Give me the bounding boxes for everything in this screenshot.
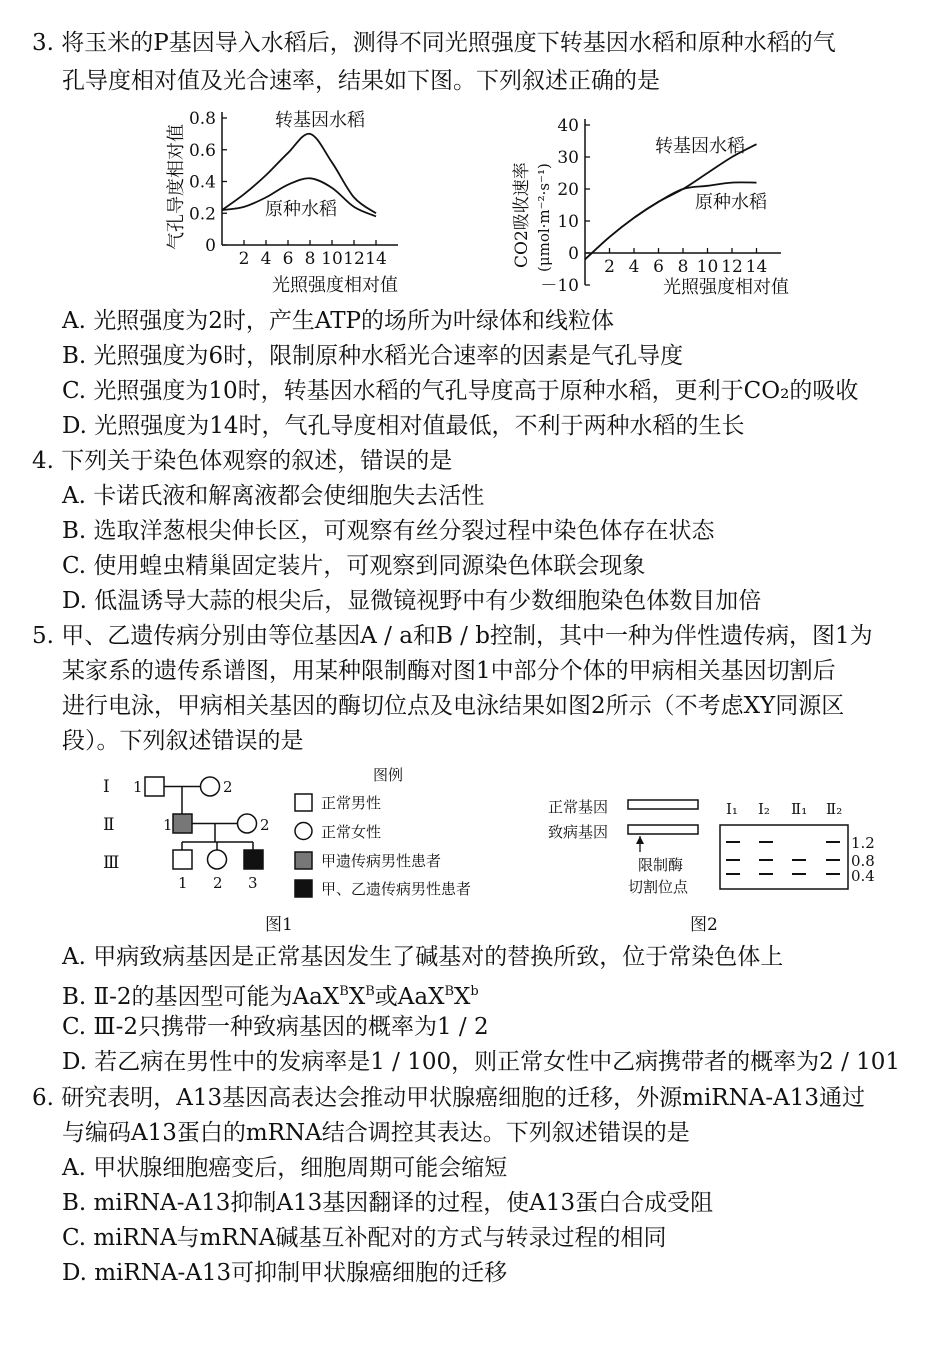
x-axis-title: 光照强度相对值 xyxy=(272,275,398,296)
y-tick-label: 0.6 xyxy=(188,140,216,161)
disease-gene-bar xyxy=(628,825,698,834)
size-1.2: 1.2 xyxy=(851,834,875,852)
pedigree-III3-both-affected-male xyxy=(244,850,263,869)
legend-title: 图例 xyxy=(373,766,404,784)
q5-option-c: C. Ⅲ-2只携带一种致病基因的概率为1 / 2 xyxy=(62,1014,489,1040)
y-axis-title: 气孔导度相对值 xyxy=(166,124,187,250)
pedigree-I2-normal-female xyxy=(201,777,220,796)
x-tick-label: 4 xyxy=(260,249,272,269)
x-tick-label: 8 xyxy=(304,249,316,269)
fig1-caption: 图1 xyxy=(265,915,293,935)
gen-label-III: Ⅲ xyxy=(103,853,120,873)
series-label-original: 原种水稻 xyxy=(265,199,337,220)
x-tick-label: 4 xyxy=(628,257,640,277)
x-tick-label: 6 xyxy=(282,249,294,269)
q6-stem-line1: 6. 研究表明，A13基因高表达会推动甲状腺癌细胞的迁移，外源miRNA-A13通过 xyxy=(32,1085,865,1111)
size-0.4: 0.4 xyxy=(851,867,875,885)
legend-normal-male-symbol xyxy=(295,794,312,811)
x-tick-label: 12 xyxy=(343,249,365,269)
q5-option-d: D. 若乙病在男性中的发病率是1 / 100，则正常女性中乙病携带者的概率为2 / 101 xyxy=(62,1049,901,1075)
q3-option-a: A. 光照强度为2时，产生ATP的场所为叶绿体和线粒体 xyxy=(62,308,615,334)
legend-normal-female-symbol xyxy=(295,823,312,840)
q4-option-d: D. 低温诱导大蒜的根尖后，显微镜视野中有少数细胞染色体数目加倍 xyxy=(62,588,762,614)
q6-option-c: C. miRNA与mRNA碱基互补配对的方式与转录过程的相同 xyxy=(62,1225,667,1251)
cut-site-label-1: 限制酶 xyxy=(638,856,684,874)
pedigree-I1-normal-male xyxy=(145,777,164,796)
q3-option-d: D. 光照强度为14时，气孔导度相对值最低，不利于两种水稻的生长 xyxy=(62,413,745,439)
q3-option-c: C. 光照强度为10时，转基因水稻的气孔导度高于原种水稻，更利于CO₂的吸收 xyxy=(62,378,859,404)
y-tick-label: 0 xyxy=(205,236,216,256)
label-normal-gene: 正常基因 xyxy=(548,798,609,816)
lane-label-II2: Ⅱ₂ xyxy=(826,800,843,818)
size-0.8: 0.8 xyxy=(851,852,875,870)
num-II1: 1 xyxy=(163,816,173,834)
series-label-transgenic: 转基因水稻 xyxy=(655,136,745,157)
num-I1: 1 xyxy=(133,778,143,796)
x-tick-label: 2 xyxy=(604,257,615,277)
legend-ab-male-symbol xyxy=(295,880,312,897)
y-tick-label: 20 xyxy=(557,180,579,200)
q4-option-c: C. 使用蝗虫精巢固定装片，可观察到同源染色体联会现象 xyxy=(62,553,646,579)
q6-option-b: B. miRNA-A13抑制A13基因翻译的过程，使A13蛋白合成受阻 xyxy=(62,1190,714,1216)
y-tick-label: －10 xyxy=(540,276,579,296)
y-tick-label: 0.2 xyxy=(188,204,216,225)
pedigree-II1-affected-male xyxy=(173,814,192,833)
pedigree-III2-normal-female xyxy=(208,850,227,869)
q3-option-b: B. 光照强度为6时，限制原种水稻光合速率的因素是气孔导度 xyxy=(62,343,684,369)
electrophoresis-figure xyxy=(540,792,900,942)
legend-a-male-symbol xyxy=(295,852,312,869)
q5-stem-line3: 进行电泳，甲病相关基因的酶切位点及电泳结果如图2所示（不考虑XY同源区 xyxy=(62,693,845,719)
q6-option-d: D. miRNA-A13可抑制甲状腺癌细胞的迁移 xyxy=(62,1260,508,1286)
y-tick-label: 0.8 xyxy=(188,109,216,129)
x-tick-label: 2 xyxy=(238,249,250,269)
q4-stem: 4. 下列关于染色体观察的叙述，错误的是 xyxy=(32,448,453,474)
x-tick-label: 8 xyxy=(677,257,689,277)
q3-stem-line2: 孔导度相对值及光合速率，结果如下图。下列叙述正确的是 xyxy=(62,68,660,94)
num-III1: 1 xyxy=(178,874,188,892)
x-tick-label: 14 xyxy=(745,257,768,277)
series-label-transgenic: 转基因水稻 xyxy=(275,110,365,131)
lane-label-I1: Ⅰ₁ xyxy=(726,800,738,818)
cut-site-label-2: 切割位点 xyxy=(628,878,689,896)
gen-label-I: Ⅰ xyxy=(103,777,110,797)
y-axis-unit: (μmol·m⁻²·s⁻¹) xyxy=(535,163,553,272)
pedigree-figure xyxy=(95,762,515,942)
y-tick-label: 10 xyxy=(557,212,579,232)
legend-ab-male: 甲、乙遗传病男性患者 xyxy=(321,880,472,898)
lane-label-II1: Ⅱ₁ xyxy=(791,800,808,818)
gen-label-II: Ⅱ xyxy=(103,815,115,835)
y-tick-label: 0.4 xyxy=(188,172,216,193)
y-axis-title: CO2吸收速率 xyxy=(512,162,532,268)
q4-option-a: A. 卡诺氏液和解离液都会使细胞失去活性 xyxy=(62,483,485,509)
lane-label-I2: Ⅰ₂ xyxy=(758,800,770,818)
num-III3: 3 xyxy=(248,874,258,892)
normal-gene-bar xyxy=(628,800,698,809)
y-tick-label: 0 xyxy=(568,244,579,264)
pedigree-III1-normal-male xyxy=(173,850,192,869)
q4-option-b: B. 选取洋葱根尖伸长区，可观察有丝分裂过程中染色体存在状态 xyxy=(62,518,715,544)
q5-stem-line1: 5. 甲、乙遗传病分别由等位基因A / a和B / b控制，其中一种为伴性遗传病，图1为 xyxy=(32,623,873,649)
num-III2: 2 xyxy=(213,874,223,892)
q6-stem-line2: 与编码A13蛋白的mRNA结合调控其表达。下列叙述错误的是 xyxy=(62,1120,690,1146)
q5-stem-line2: 某家系的遗传系谱图，用某种限制酶对图1中部分个体的甲病相关基因切割后 xyxy=(62,658,836,684)
q5-option-a: A. 甲病致病基因是正常基因发生了碱基对的替换所致，位于常染色体上 xyxy=(62,944,784,970)
q5-stem-line4: 段）。下列叙述错误的是 xyxy=(62,728,304,754)
q3-stem-line1: 3. 将玉米的P基因导入水稻后，测得不同光照强度下转基因水稻和原种水稻的气 xyxy=(32,30,836,56)
chart-stomatal-conductance xyxy=(150,100,430,300)
label-disease-gene: 致病基因 xyxy=(548,823,609,841)
x-axis-title: 光照强度相对值 xyxy=(663,277,789,298)
chart-co2-uptake xyxy=(505,100,815,300)
legend-normal-female: 正常女性 xyxy=(321,823,382,841)
legend-a-male: 甲遗传病男性患者 xyxy=(321,852,442,870)
pedigree-II2-normal-female xyxy=(238,814,257,833)
x-tick-label: 10 xyxy=(696,257,719,277)
series-label-original: 原种水稻 xyxy=(695,192,767,213)
x-tick-label: 10 xyxy=(321,249,343,269)
gel-box xyxy=(720,825,848,889)
num-II2: 2 xyxy=(260,816,270,834)
y-tick-label: 40 xyxy=(557,116,579,136)
x-tick-label: 6 xyxy=(653,257,664,277)
legend-normal-male: 正常男性 xyxy=(321,794,382,812)
y-tick-label: 30 xyxy=(557,148,579,168)
q6-option-a: A. 甲状腺细胞癌变后，细胞周期可能会缩短 xyxy=(62,1155,508,1181)
x-tick-label: 14 xyxy=(365,249,387,269)
q5-option-b: B. Ⅱ-2的基因型可能为$AaX^BX^B$或$AaX^BX^b$ xyxy=(62,984,479,1010)
fig2-caption: 图2 xyxy=(690,915,718,935)
num-I2: 2 xyxy=(223,778,233,796)
x-tick-label: 12 xyxy=(721,257,743,277)
